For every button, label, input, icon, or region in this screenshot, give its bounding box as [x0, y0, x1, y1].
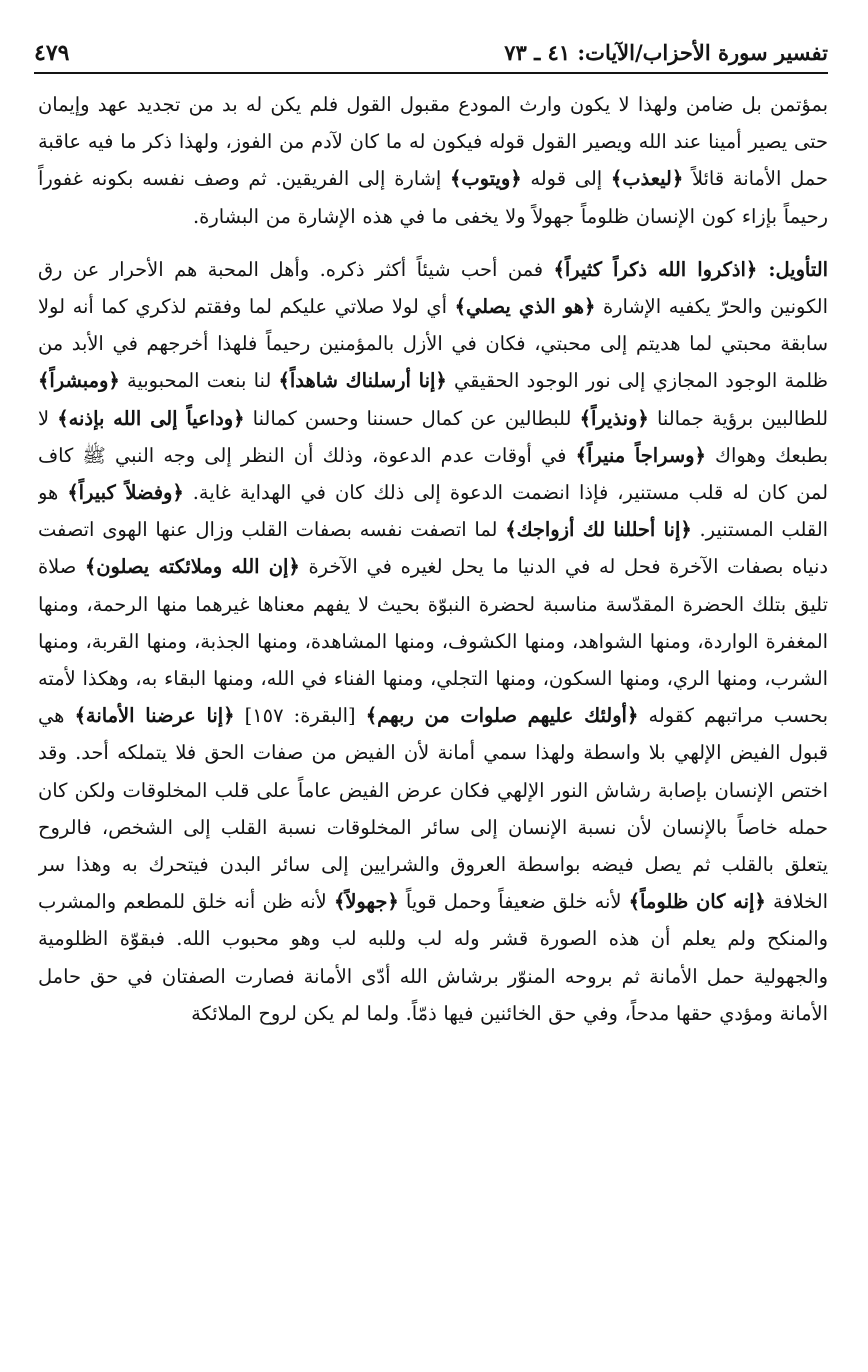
quote-run: ﴿وداعياً إلى الله بإذنه﴾ — [57, 406, 245, 430]
text-run: في أوقات عدم الدعوة، وذلك أن النظر إلى وجه النبي ﷺ كاف لمن كان له قلب مستنير، فإذا انضمت الدعوة إلى ذلك كان في الهداية غاية. — [38, 443, 828, 505]
text-run: أي لولا صلاتي عليكم لما وفقتم لذكري كما أنه لولا سابقة محبتي لما هديتم إلى محبتي، فكان في الأزل بالمؤمنين رحيماً فلهذا أخرجهم في الأبد من ظلمة الوجود المجازي إلى نور الوجود الحقيقي — [38, 295, 828, 393]
quote-run: ﴿اذكروا الله ذكراً كثيراً﴾ — [553, 257, 758, 281]
text-run: للطالبين برؤية جمالنا — [648, 406, 828, 430]
quote-run: التأويل: — [757, 257, 828, 281]
text-run: لأنه خلق ضعيفاً وحمل قوياً — [398, 890, 629, 914]
header-rule — [34, 72, 828, 74]
text-run: صلاة تليق بتلك الحضرة المقدّسة مناسبة لحضرة النبوّة بحيث لا يفهم معناها غيرهما منها الرحمة، ومنها المغفرة الواردة، ومنها الشواهد، ومنها الكشوف، ومنها المشاهدة، ومنها الجذبة، ومنها القربة، ومنها الشرب، ومنها الري، ومنها السكون، ومنها التجلي، ومنها الفناء في الله، ومنها البقاء به، وهكذا لأمته بحسب مراتبهم كقوله — [38, 555, 828, 728]
quote-run: ﴿إن الله وملائكته يصلون﴾ — [84, 555, 300, 579]
page-body — [38, 86, 828, 1332]
quote-run: ﴿ليعذب﴾ — [610, 167, 684, 191]
quote-run: ﴿ويتوب﴾ — [450, 167, 522, 191]
paragraph-intro — [38, 86, 828, 235]
text-run: للبطالين عن كمال حسننا وحسن كمالنا — [244, 406, 580, 430]
paragraph-tawil — [38, 251, 828, 1032]
quote-run: ﴿وفضلاً كبيراً﴾ — [67, 481, 184, 505]
quote-run: ﴿ونذيراً﴾ — [579, 406, 649, 430]
running-title: تفسير سورة الأحزاب/الآيات: ٤١ ـ ٧٣ — [504, 40, 828, 65]
text-run: لنا بنعت المحبوبية — [119, 369, 279, 393]
text-run: هو القلب المستنير. — [38, 481, 828, 542]
quote-run: ﴿أولئك عليهم صلوات من ربهم﴾ — [365, 704, 639, 728]
quote-run: ﴿إنا أحللنا لك أزواجك﴾ — [505, 518, 692, 542]
text-run: لما اتصفت نفسه بصفات القلب وزال عنها الهوى اتصفت دنياه بصفات الآخرة فحل له في الدنيا ما يحل لغيره في الآخرة — [38, 518, 828, 579]
text-run: بمؤتمن بل ضامن ولهذا لا يكون وارث المودع مقبول القول فلم يكن له بد من تجديد عهد وإيمان حتى يصير أمينا عند الله ويصير القول قوله فيكون له ما كان لآدم من الفوز، ولهذا ذكر ما فيه عاقبة حمل الأمانة قائلاً — [38, 93, 828, 191]
quote-run: ﴿إنا أرسلناك شاهداً﴾ — [278, 369, 447, 393]
quote-run: ﴿إنه كان ظلوماً﴾ — [628, 890, 766, 914]
text-run: فمن أحب شيئاً أكثر ذكره. وأهل المحبة هم الأحرار عن رق الكونين والحرّ يكفيه الإشارة — [38, 257, 828, 319]
text-run: هي قبول الفيض الإلهي بلا واسطة ولهذا سمي أمانة لأن الفيض من صفات الحق فلا يتملكه أحد. وقد اختص الإنسان بإصابة رشاش النور الإلهي فكان عرض الفيض عاماً على قلب المخلوقات ولكن كان حمله خاصاً بالإنسان لأن نسبة الإنسان إلى سائر المخلوقات نسبة القلب إلى الشخص، فالروح يتعلق بالقلب ثم يصل فيضه بواسطة العروق والشرايين إلى سائر البدن فيتحرك به وهذا سر الخلافة — [38, 704, 828, 914]
page-header — [34, 26, 828, 70]
text-run: إشارة إلى الفريقين. ثم وصف نفسه بكونه غفوراً رحيماً بإزاء كون الإنسان ظلوماً جهولاً ولا يخفى ما في هذه الإشارة من البشارة. — [38, 167, 828, 228]
text-run: لا بطبعك وهواك — [38, 406, 828, 467]
quote-run: ﴿إنا عرضنا الأمانة﴾ — [74, 704, 235, 728]
page-number: ٤٧٩ — [34, 40, 70, 66]
text-run: إلى قوله — [521, 167, 611, 191]
quote-run: ﴿هو الذي يصلي﴾ — [454, 295, 596, 319]
quote-run: ﴿ومبشراً﴾ — [38, 369, 120, 393]
quote-run: ﴿وسراجاً منيراً﴾ — [575, 443, 706, 467]
quote-run: ﴿جهولاً﴾ — [333, 890, 399, 914]
text-run: [البقرة: ١٥٧] — [234, 704, 366, 728]
text-run: لأنه ظن أنه خلق للمطعم والمشرب والمنكح ولم يعلم أن هذه الصورة قشر وله لب وللبه لب وهو محبوب الله. فبقوّة الظلومية والجهولية حمل الأمانة ثم بروحه المنوّر برشاش الله أدّى الأمانة فصارت الصفتان في حق حامل الأمانة ومؤدي حقها مدحاً، وفي حق الخائنين فيها ذمّاً. ولما لم يكن لروح الملائكة — [38, 890, 828, 1025]
